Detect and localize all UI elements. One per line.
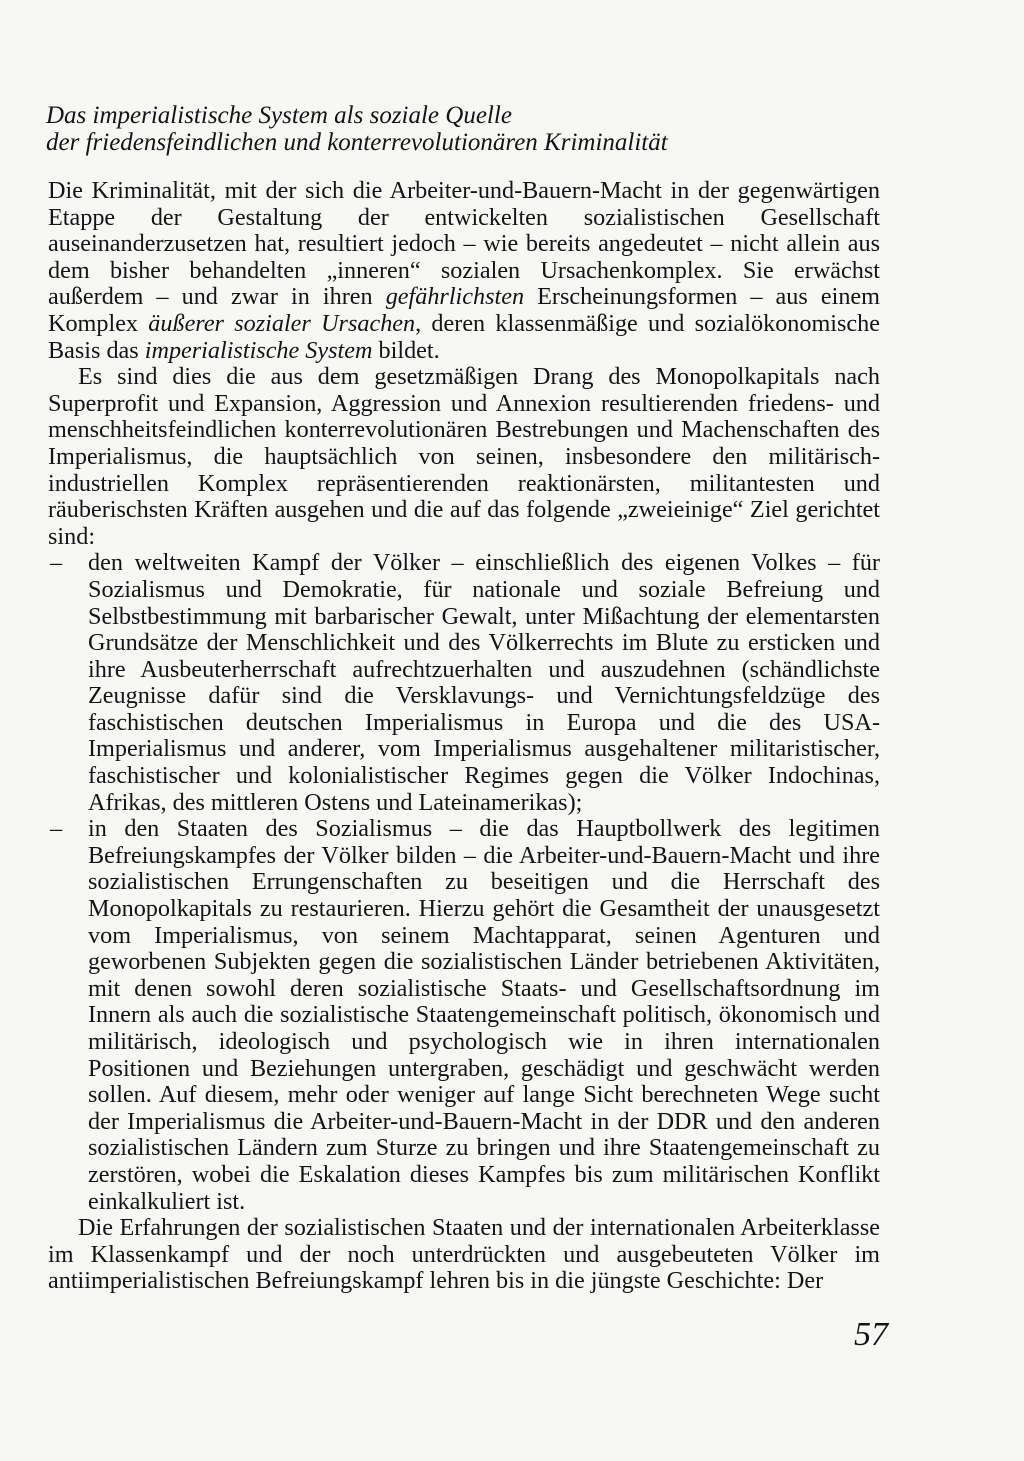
goal-list: [48, 550, 880, 1215]
emphasis-imperialist-system: imperialistische System: [144, 336, 373, 364]
paragraph-2: Es sind dies die aus dem gesetzmäßigen Drang des Monopolkapitals nach Superprofit und Expansion, Aggression und Annexion resultierenden friedens- und menschheitsfeindlichen konterrevolutionären Bestrebungen und Machenschaften des Imperialismus, die hauptsächlich von seinen, insbesondere den militärisch-industriellen Komplex repräsentierenden reaktionärsten, militantesten und räuberischsten Kräften ausgehen und die auf das folgende „zweieinige“ Ziel gerichtet sind:: [48, 363, 880, 550]
list-item: [48, 816, 880, 1215]
paragraph-1-text-b: Erscheinungsformen – aus einem Komplex: [48, 283, 880, 337]
dash-bullet: –: [50, 815, 63, 843]
paragraph-3: Die Erfahrungen der sozialistischen Staaten und der internationalen Arbeiterklasse im Klassenkampf und der noch unterdrückten und ausgebeuteten Völker im antiimperialistischen Befreiungskampf lehren bis in die jüngste Geschichte: Der: [48, 1214, 880, 1295]
paragraph-1-text-c: , deren klassenmäßige und sozialökonomische Basis das: [48, 309, 880, 364]
paragraph-1-text-a: Die Kriminalität, mit der sich die Arbeiter-und-Bauern-Macht in der gegenwärtigen Etappe der Gestaltung der entwickelten sozialistischen Gesellschaft auseinanderzusetzen hat, resultiert jedoch – wie bereits angedeutet – nicht allein aus dem bisher behandelten „inneren“ sozialen Ursachenkomplex. Sie erwächst außerdem – und zwar in ihren: [48, 177, 880, 311]
list-item: [48, 550, 880, 816]
emphasis-dangerous: gefährlichsten: [385, 283, 525, 311]
section-heading: [46, 102, 766, 156]
heading-line-1: Das imperialistische System als soziale Quelle: [46, 102, 512, 129]
body-text: [48, 178, 880, 1295]
paragraph-1-text-d: bildet.: [372, 336, 440, 364]
heading-line-2: der friedensfeindlichen und konterrevolutionären Kriminalität: [46, 129, 668, 156]
page-number: 57: [854, 1316, 888, 1353]
list-item-text: den weltweiten Kampf der Völker – einschließlich des eigenen Volkes – für Sozialismus und Demokratie, für nationale und soziale Befreiung und Selbstbestimmung mit barbarischer Gewalt, unter Mißachtung der elementarsten Grundsätze der Menschlichkeit und des Völkerrechts im Blute zu ersticken und ihre Ausbeuterherrschaft aufrechtzuerhalten und auszudehnen (schändlichste Zeugnisse dafür sind die Versklavungs- und Vernichtungsfeldzüge des faschistischen deutschen Imperialismus in Europa und die des USA-Imperialismus und anderer, vom Imperialismus ausgehaltener militaristischer, faschistischer und kolonialistischer Regimes gegen die Völker Indochinas, Afrikas, des mittleren Ostens und Lateinamerikas);: [88, 549, 880, 816]
dash-bullet: –: [50, 549, 63, 577]
paragraph-1: [48, 178, 880, 364]
list-item-text: in den Staaten des Sozialismus – die das Hauptbollwerk des legitimen Befreiungskampfes der Völker bilden – die Arbeiter-und-Bauern-Macht und ihre sozialistischen Errungenschaften zu beseitigen und die Herrschaft des Monopolkapitals zu restaurieren. Hierzu gehört die Gesamtheit der unausgesetzt vom Imperialismus, von seinem Machtapparat, seinen Agenturen und geworbenen Subjekten gegen die sozialistischen Länder betriebenen Aktivitäten, mit denen sowohl deren sozialistische Staats- und Gesellschaftsordnung im Innern als auch die sozialistische Staatengemeinschaft politisch, ökonomisch und militärisch, ideologisch und psychologisch wie in ihren internationalen Positionen und Beziehungen untergraben, geschädigt und geschwächt werden sollen. Auf diesem, mehr oder weniger auf lange Sicht berechneten Wege sucht der Imperialismus die Arbeiter-und-Bauern-Macht in der DDR und den anderen sozialistischen Ländern zum Sturze zu bringen und ihre Staatengemeinschaft zu zerstören, wobei die Eskalation dieses Kampfes bis zum militärischen Konflikt einkalkuliert ist.: [88, 815, 880, 1215]
emphasis-external-causes: äußerer sozialer Ursachen: [148, 309, 416, 337]
